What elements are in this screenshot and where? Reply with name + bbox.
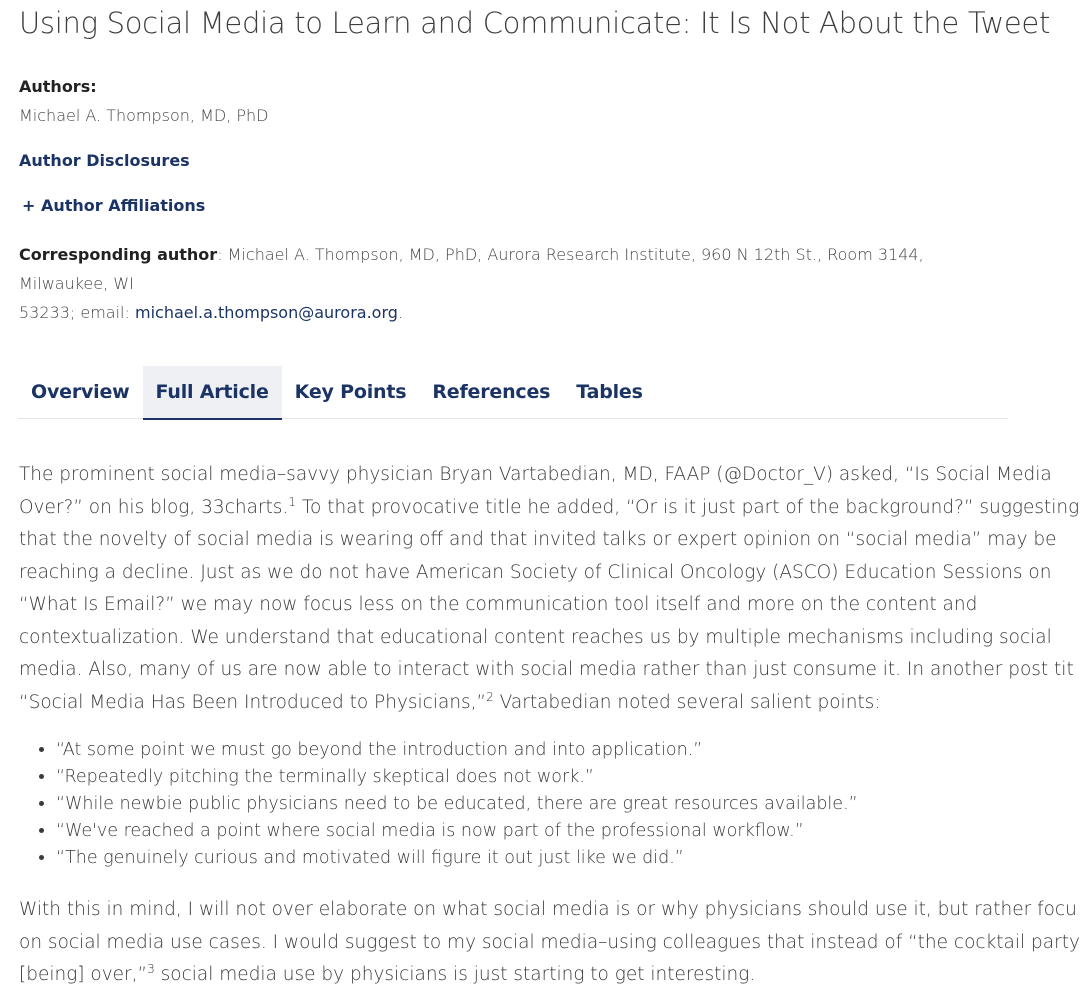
tab-tables[interactable]: Tables (576, 381, 643, 403)
text-line: on social media use cases. I would suggest to my social media–using colleagues that instead of “the cocktail party (19, 931, 1080, 953)
email-suffix: . (397, 303, 403, 322)
corresponding-author-label: Corresponding author (19, 245, 218, 264)
article-tabs (18, 366, 1008, 419)
corresponding-author-details: : Michael A. Thompson, MD, PhD, Aurora Research Institute, 960 N 12th St., Room 3144, Milwaukee, WI (19, 245, 924, 293)
list-item: • “At some point we must go beyond the introduction and into application.” (56, 737, 858, 764)
tab-references[interactable]: References (432, 381, 551, 403)
text-segment: [being] over,” (19, 964, 148, 985)
text-line: media. Also, many of us are now able to interact with social media rather than just consume it. In another post tit (19, 659, 1074, 680)
text-line (19, 492, 1080, 525)
corresponding-author (19, 240, 1009, 327)
text-segment: Over?” on his blog, 33charts. (19, 496, 289, 518)
text-line (19, 687, 1039, 720)
text-line: “What Is Email?” we may now focus less on the communication tool itself and more on the content and (19, 594, 978, 615)
author-name: Michael A. Thompson, MD, PhD (19, 106, 269, 125)
body-paragraph-1 (19, 459, 1080, 719)
authors-label: Authors: (19, 77, 97, 96)
text-segment: social media use by physicians is just starting to get interesting. (154, 964, 756, 985)
text-line (19, 959, 1039, 992)
reference-1-link[interactable]: 1 (288, 494, 296, 509)
corresponding-author-zip: 53233; email: (19, 303, 135, 322)
text-line: contextualization. We understand that educational content reaches us by multiple mechanisms including social (19, 626, 1052, 648)
author-affiliations-toggle[interactable]: + Author Affiliations (22, 196, 206, 215)
text-line: reaching a decline. Just as we do not have American Society of Clinical Oncology (ASCO) Education Sessions on (19, 561, 1052, 583)
tab-full-article[interactable]: Full Article (143, 366, 282, 420)
list-item: • “We've reached a point where social media is now part of the professional workflow.” (56, 818, 858, 845)
body-paragraph-2 (19, 894, 1080, 992)
list-item: • “The genuinely curious and motivated will figure it out just like we did.” (56, 845, 858, 872)
tab-key-points[interactable]: Key Points (294, 381, 407, 403)
text-line: With this in mind, I will not over elaborate on what social media is or why physicians should use it, but rather focu (19, 899, 1077, 920)
text-segment: “Social Media Has Been Introduced to Physicians,” (19, 691, 487, 713)
text-segment: Vartabedian noted several salient points: (493, 691, 881, 713)
author-disclosures-link[interactable]: Author Disclosures (19, 151, 190, 170)
article-title: Using Social Media to Learn and Communicate: It Is Not About the Tweet (19, 6, 1051, 40)
reference-2-link[interactable]: 2 (486, 689, 494, 704)
email-link[interactable]: michael.a.thompson@aurora.org (134, 303, 398, 322)
salient-points-list (0, 737, 858, 872)
list-item: • “While newbie public physicians need to be educated, there are great resources available.” (56, 791, 858, 818)
reference-3-link[interactable]: 3 (147, 962, 155, 976)
tab-overview[interactable]: Overview (31, 381, 130, 403)
text-segment: To that provocative title he added, “Or is it just part of the background?” suggesting (295, 496, 1080, 518)
text-line: The prominent social media–savvy physician Bryan Vartabedian, MD, FAAP (@Doctor_V) asked, “Is Social Media (19, 464, 1052, 485)
text-line: that the novelty of social media is wearing off and that invited talks or expert opinion on “social media” may be (19, 529, 1057, 550)
list-item: • “Repeatedly pitching the terminally skeptical does not work.” (56, 764, 858, 791)
